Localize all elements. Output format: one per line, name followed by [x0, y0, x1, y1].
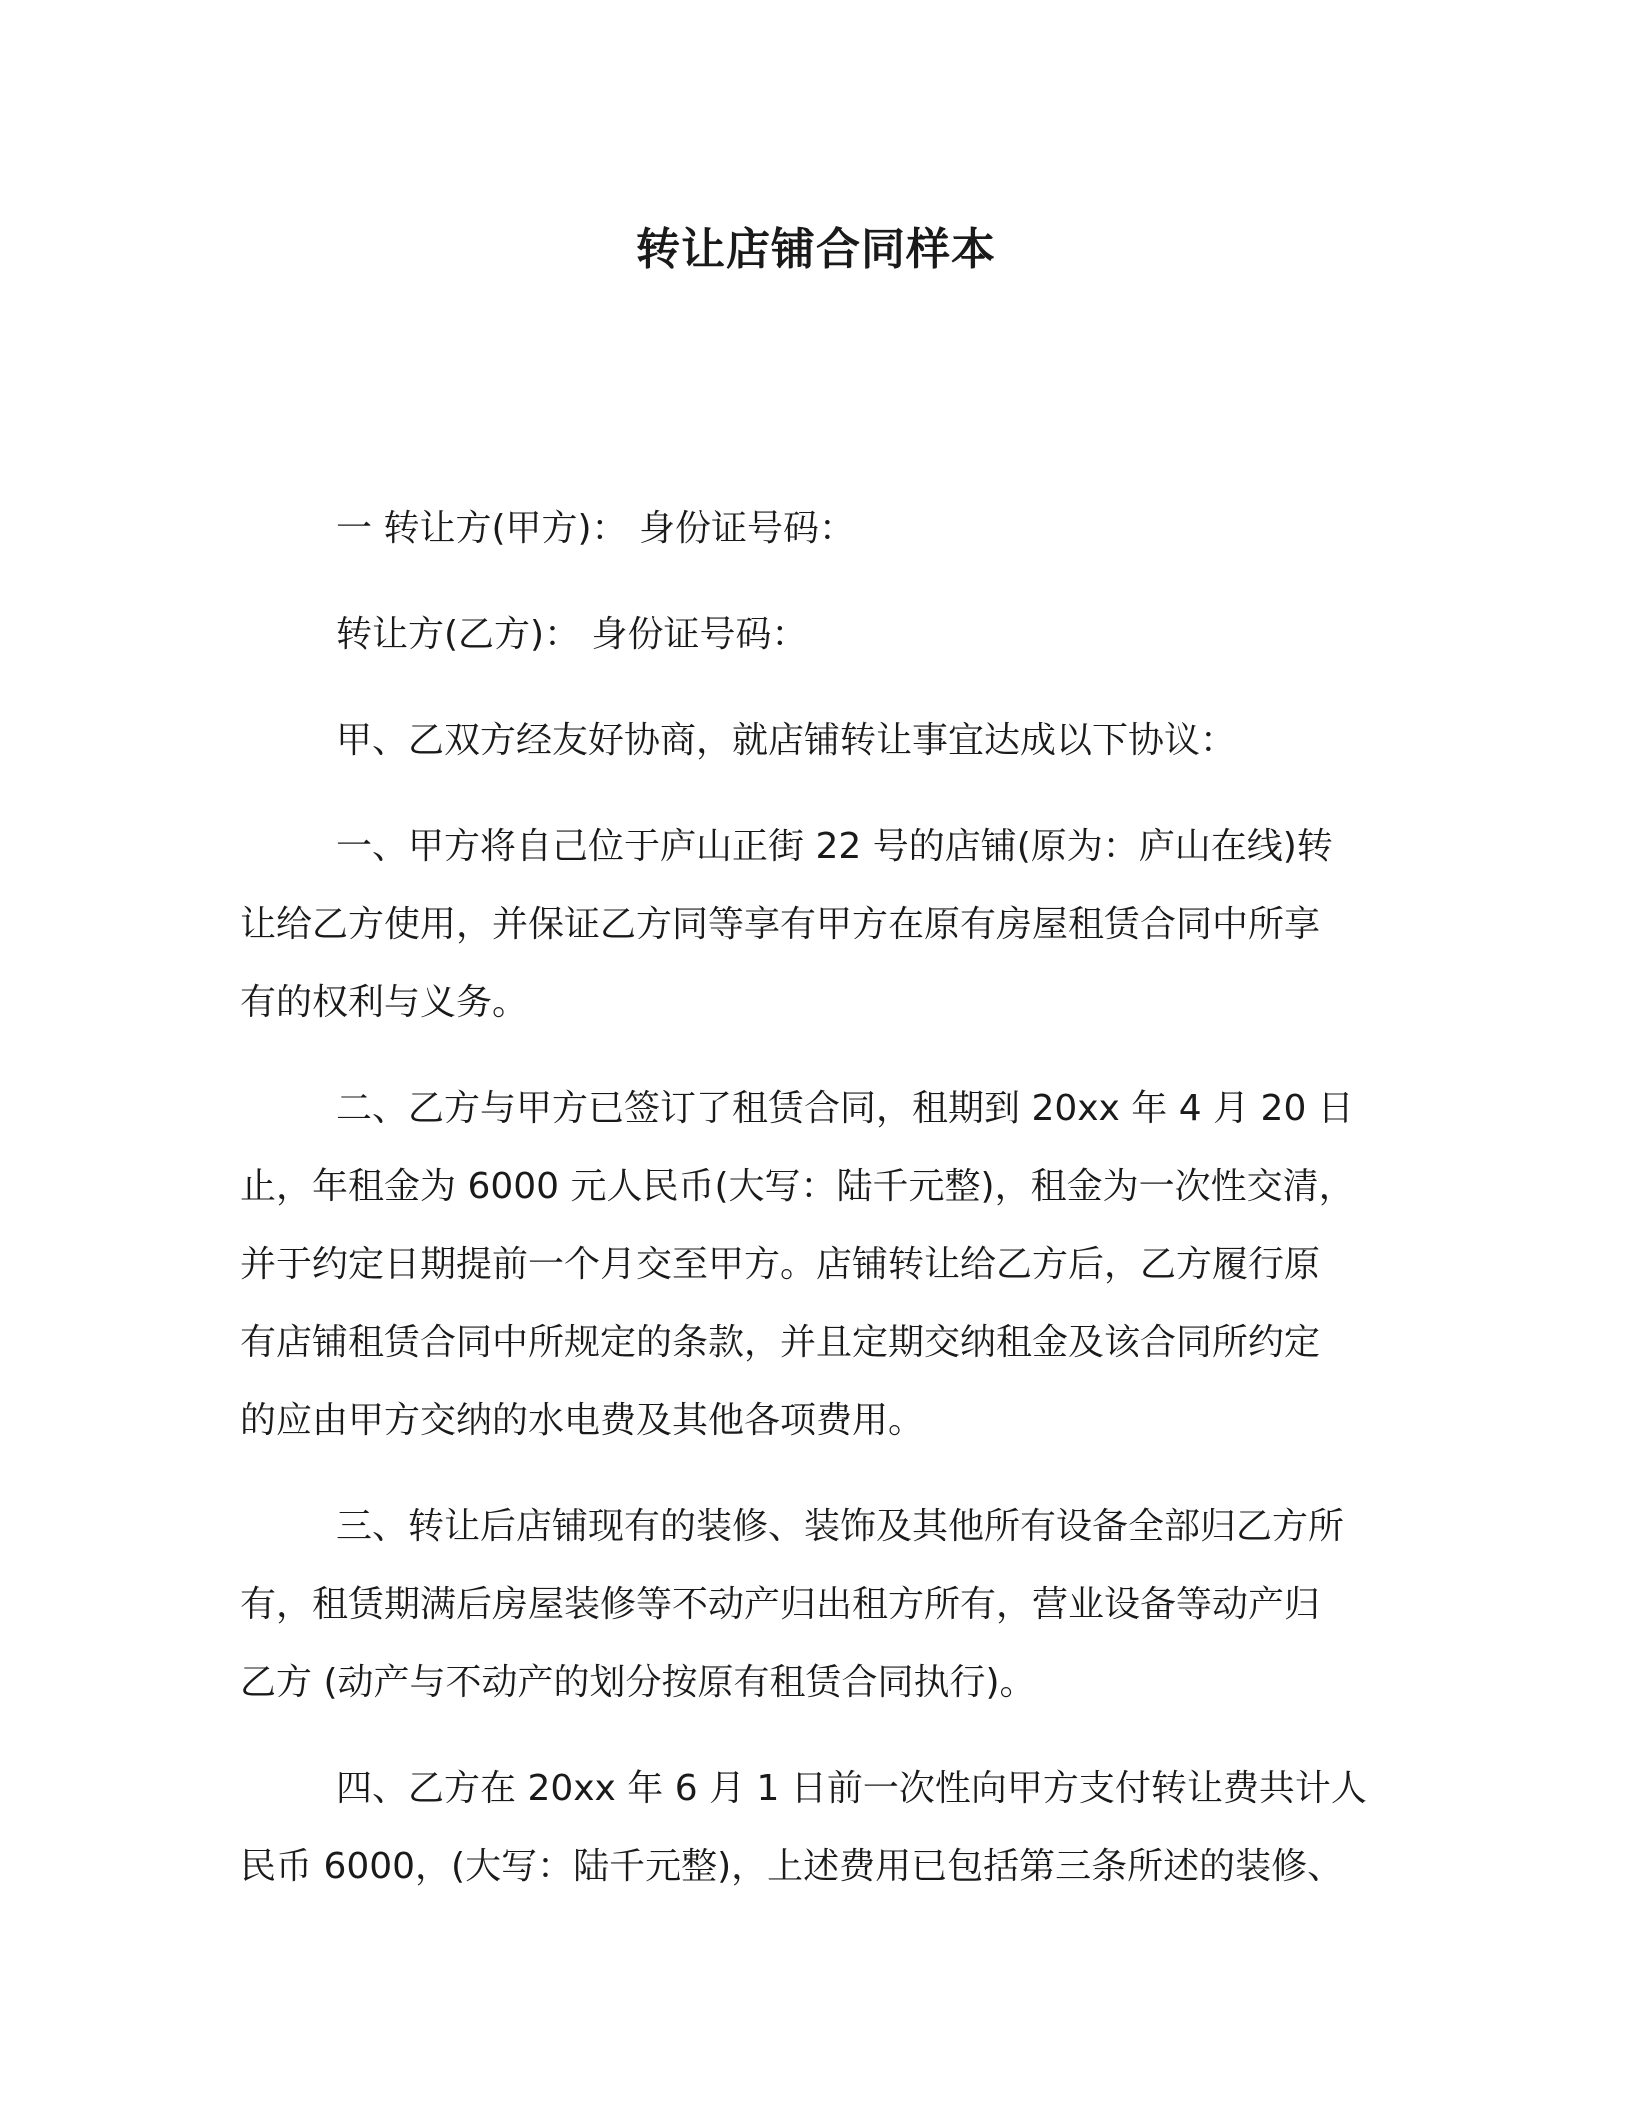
clause-1-line: 一、甲方将自己位于庐山正街 22 号的店铺(原为：庐山在线)转 — [336, 826, 1333, 867]
clause-3-line: 三、转让后店铺现有的装修、装饰及其他所有设备全部归乙方所 — [336, 1506, 1345, 1547]
clause-2-line: 并于约定日期提前一个月交至甲方。店铺转让给乙方后，乙方履行原 — [240, 1244, 1321, 1285]
clause-3-line: 乙方 (动产与不动产的划分按原有租赁合同执行)。 — [240, 1662, 1036, 1703]
clause-3-line: 有，租赁期满后房屋装修等不动产归出租方所有，营业设备等动产归 — [240, 1584, 1321, 1625]
clause-4-line: 四、乙方在 20xx 年 6 月 1 日前一次性向甲方支付转让费共计人 — [336, 1768, 1367, 1809]
clause-2-line: 的应由甲方交纳的水电费及其他各项费用。 — [240, 1400, 925, 1441]
agreement-intro: 甲、乙双方经友好协商，就店铺转让事宜达成以下协议： — [336, 720, 1237, 761]
clause-4-line: 民币 6000，(大写：陆千元整)，上述费用已包括第三条所述的装修、 — [240, 1846, 1344, 1887]
clause-3 — [240, 1488, 1380, 1722]
clause-1-line: 让给乙方使用，并保证乙方同等享有甲方在原有房屋租赁合同中所享 — [240, 904, 1321, 945]
clause-1 — [240, 808, 1380, 1042]
clause-2-line: 二、乙方与甲方已签订了租赁合同，租期到 20xx 年 4 月 20 日 — [336, 1088, 1354, 1129]
clause-2 — [240, 1070, 1380, 1460]
party-a-line: 一 转让方(甲方)： 身份证号码： — [336, 508, 855, 549]
clause-4 — [240, 1750, 1380, 1906]
document-title: 转让店铺合同样本 — [636, 224, 996, 275]
clause-2-line: 有店铺租赁合同中所规定的条款，并且定期交纳租金及该合同所约定 — [240, 1322, 1321, 1363]
document-body — [240, 490, 1380, 1906]
party-b-line: 转让方(乙方)： 身份证号码： — [336, 614, 808, 655]
clause-2-line: 止，年租金为 6000 元人民币(大写：陆千元整)，租金为一次性交清， — [240, 1166, 1355, 1207]
clause-1-line: 有的权利与义务。 — [240, 982, 529, 1023]
